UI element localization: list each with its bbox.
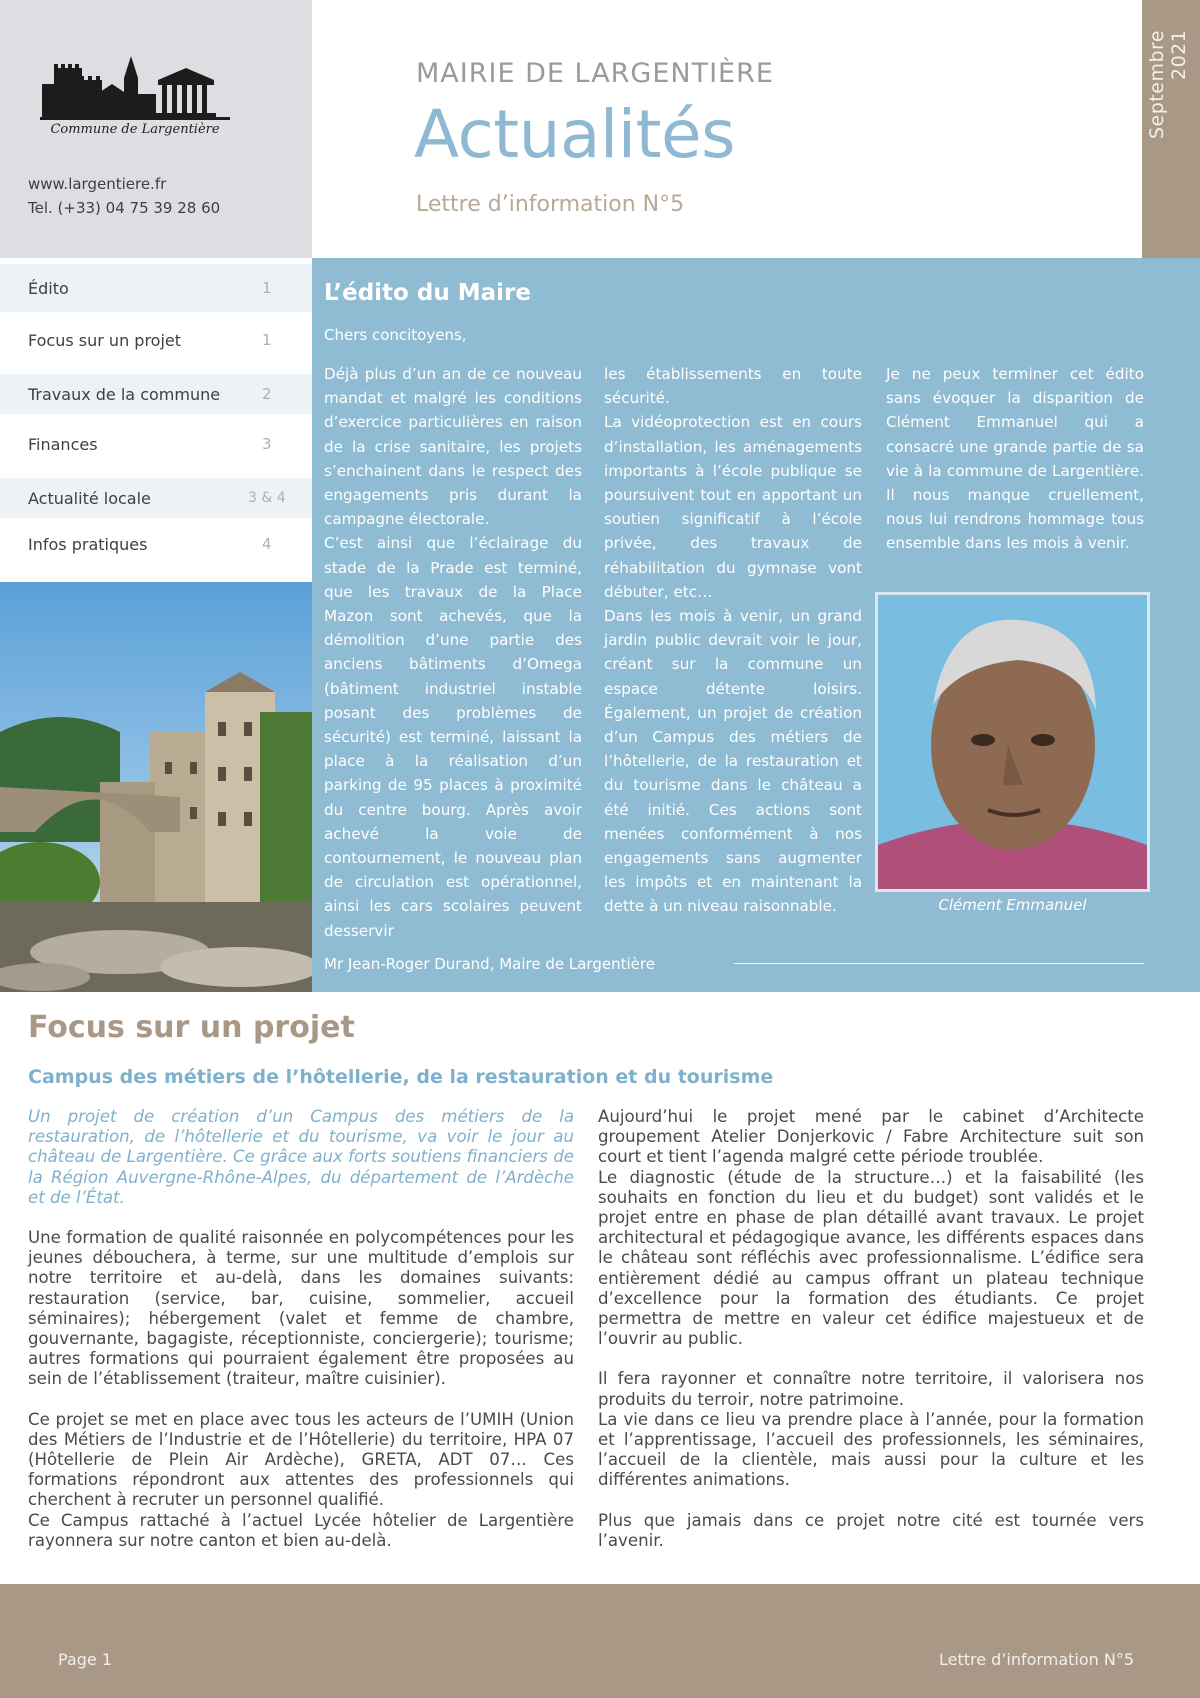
toc-label: Focus sur un projet (28, 330, 182, 350)
focus-paragraph: Ce Campus rattaché à l’actuel Lycée hôtelier de Largentière rayonnera sur notre canton et bien au-delà. (28, 1510, 574, 1550)
focus-paragraph: Aujourd’hui le projet mené par le cabinet d’Architecte groupement Atelier Donjerkovic / Fabre Architecture suit son court et tient l’agenda malgré cette période troublée. (598, 1107, 1144, 1167)
toc-page: 1 (262, 279, 272, 297)
toc-page: 1 (262, 331, 272, 349)
focus-paragraph: Une formation de qualité raisonnée en polycompétences pour les jeunes débouchera, à terme, sur une multitude d’emplois sur notre territoire et au-delà, dans les domaines suivants: restauration (service, bar, cuisine, sommelier, accueil séminaires); hébergement (valet et femme de chambre, gouvernante, bagagiste, réceptionniste, conciergerie); tourisme; autres formations qui pourraient également être proposées au sein de l’établissement (traiteur, maître cuisinier). (28, 1228, 574, 1389)
page-footer (0, 1584, 1200, 1698)
focus-paragraph: Il fera rayonner et connaître notre territoire, il valorisera nos produits du terroir, notre patrimoine. (598, 1369, 1144, 1409)
toc-label: Édito (28, 278, 69, 298)
table-of-contents (0, 258, 312, 582)
page-number: Page 1 (58, 1650, 112, 1669)
portrait-caption: Clément Emmanuel (938, 896, 1087, 914)
edito-column-2 (604, 362, 862, 919)
edito-paragraph: Dans les mois à venir, un grand jardin public devrait voir le jour, créant sur la commune un espace détente loisirs. Également, un projet de création d’un Campus des métiers de l’hôtellerie, de la restauration et du tourisme dans le château a été initié. Ces actions sont menées conformément à nos engagements sans augmenter les impôts et en maintenant la dette à un niveau raisonnable. (604, 607, 862, 916)
toc-page: 4 (262, 535, 272, 553)
focus-paragraph: Plus que jamais dans ce projet notre cité est tournée vers l’avenir. (598, 1510, 1144, 1550)
focus-column-left (28, 1107, 574, 1551)
toc-label: Travaux de la commune (28, 384, 221, 404)
edito-column-3 (886, 362, 1144, 556)
focus-title: Focus sur un projet (28, 1010, 355, 1045)
edito-paragraph: La vidéoprotection est en cours d’installation, les aménagements importants à l’école publique se poursuivent tout en apportant un soutien significatif à l’école privée, des travaux de réhabilitation du gymnase vont débuter, etc… (604, 413, 862, 601)
toc-item-infos-pratiques[interactable] (0, 522, 312, 566)
edito-paragraph: Je ne peux terminer cet édito sans évoquer la disparition de Clément Emmanuel qui a consacré une grande partie de sa vie à la commune de Largentière. Il nous manque cruellement, nous lui rendrons hommage tous ensemble dans les mois à venir. (886, 365, 1144, 553)
website-link[interactable]: www.largentiere.fr (28, 175, 167, 193)
logo-caption: Commune de Largentière (50, 122, 220, 137)
edito-paragraph: Déjà plus d’un an de ce nouveau mandat et malgré les conditions d’exercice particulières en raison de la crise sanitaire, les projets s’enchainent dans le respect des engagements pris durant la campagne électorale. (324, 365, 582, 529)
toc-page: 3 & 4 (248, 490, 286, 506)
mairie-heading: MAIRIE DE LARGENTIÈRE (416, 58, 774, 89)
mayor-signature: Mr Jean-Roger Durand, Maire de Largentière (324, 955, 655, 973)
toc-label: Infos pratiques (28, 534, 148, 554)
edito-paragraph: C’est ainsi que l’éclairage du stade de la Prade est terminé, que les travaux de la Place Mazon sont achevés, que la démolition d’une partie des anciens bâtiments d’Omega (bâtiment industriel instable posant des problèmes de sécurité) est terminé, laissant la place à la réalisation d’un parking de 95 places à proximité du centre bourg. Après avoir achevé la voie de contournement, le nouveau plan de circulation est opérationnel, ainsi les cars scolaires peuvent desservir (324, 534, 582, 940)
toc-item-focus[interactable] (0, 316, 312, 364)
edito-title: L’édito du Maire (324, 280, 531, 306)
page-title: Actualités (414, 96, 735, 173)
header-left-panel (0, 0, 312, 258)
toc-label: Actualité locale (28, 488, 151, 508)
focus-paragraph: La vie dans ce lieu va prendre place à l’année, pour la formation et l’apprentissage, l’accueil des professionnels, les séminaires, l’accueil de la clientèle, mais aussi pour la culture et les différentes animations. (598, 1409, 1144, 1490)
commune-logo (40, 54, 230, 142)
header-main (312, 0, 1142, 258)
edito-column-1 (324, 362, 582, 943)
edito-section (312, 258, 1200, 992)
signature-divider (734, 963, 1144, 964)
contact-info (28, 172, 220, 220)
focus-paragraph: Ce projet se met en place avec tous les acteurs de l’UMIH (Union des Métiers de l’Industrie et de l’Hôtellerie) du territoire, HPA 07 (Hôtellerie de Plein Air Ardèche), GRETA, ADT 07… Ces formations répondront aux attentes des professionnels qui cherchent à recruter un personnel qualifié. (28, 1409, 574, 1510)
toc-page: 3 (262, 435, 272, 453)
issue-date: Septembre 2021 (1146, 30, 1190, 140)
village-silhouette-icon (40, 54, 230, 120)
toc-item-actualite-locale[interactable] (0, 478, 312, 518)
focus-paragraph: Le diagnostic (étude de la structure…) et la faisabilité (les souhaits en fonction du lieu et du budget) sont validés et le projet entre en phase de plan détaillé avant travaux. Le projet architectural et pédagogique avance, les différents espaces dans le château sont réfléchis avec professionnalisme. L’édifice sera entièrement dédié au campus offrant un plateau technique d’excellence pour la formation des étudiants. Ce projet permettra de mettre en valeur cet édifice majestueux et de l’ouvrir au public. (598, 1167, 1144, 1349)
phone-number: Tel. (+33) 04 75 39 28 60 (28, 199, 221, 217)
toc-item-travaux[interactable] (0, 374, 312, 414)
focus-subtitle: Campus des métiers de l’hôtellerie, de la restauration et du tourisme (28, 1066, 774, 1088)
toc-item-finances[interactable] (0, 420, 312, 468)
footer-issue: Lettre d’information N°5 (939, 1650, 1134, 1669)
toc-page: 2 (262, 385, 272, 403)
header-date-band (1142, 0, 1200, 258)
focus-intro: Un projet de création d’un Campus des métiers de la restauration, de l’hôtellerie et du tourisme, va voir le jour au château de Largentière. Ce grâce aux forts soutiens financiers de la Région Auvergne-Rhône-Alpes, du département de l’Ardèche et de l’État. (28, 1107, 574, 1207)
edito-paragraph: les établissements en toute sécurité. (604, 365, 862, 408)
village-bridge-photo (0, 582, 312, 992)
newsletter-number: Lettre d’information N°5 (416, 192, 685, 217)
portrait-photo (875, 592, 1150, 892)
toc-label: Finances (28, 434, 98, 454)
edito-greeting: Chers concitoyens, (324, 326, 467, 344)
focus-column-right (598, 1107, 1144, 1551)
toc-item-edito[interactable] (0, 264, 312, 312)
